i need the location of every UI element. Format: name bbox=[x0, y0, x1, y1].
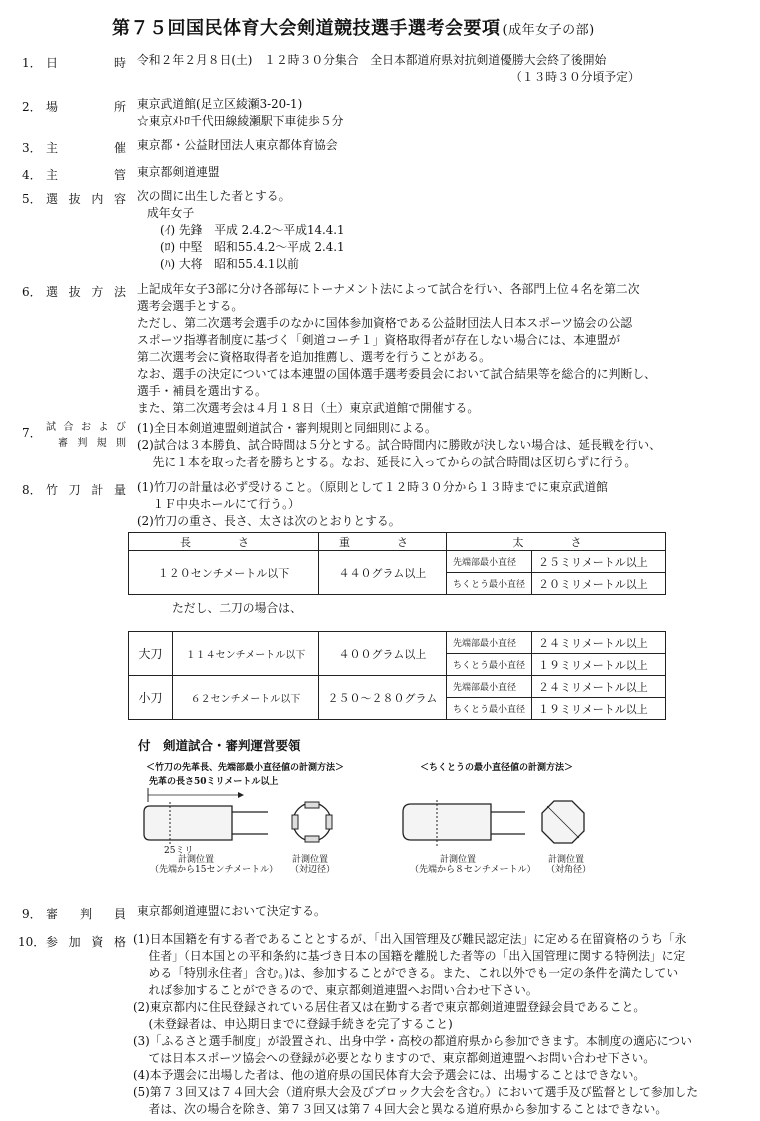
figure-1-side-label: 25ミリ bbox=[164, 846, 194, 856]
section-10-line-1: (1)日本国籍を有する者であることとするが、「出入国管理及び難民認定法」に定める在留資格のうち「永 bbox=[133, 932, 687, 946]
table-cell-value: ２４ミリメートル以上 bbox=[532, 676, 666, 698]
section-4-text: 東京都剣道連盟 bbox=[137, 165, 220, 179]
section-6-line-3: ただし、第二次選考会選手のなかに国体参加資格である公益財団法人日本スポーツ協会の公認 bbox=[137, 316, 632, 330]
section-7-line-1: (1)全日本剣道連盟剣道試合・審判規則と同細則による。 bbox=[137, 421, 437, 435]
table-cell-name: 大刀 bbox=[129, 632, 173, 676]
section-1-label: 日 時 bbox=[46, 56, 126, 70]
section-3-label: 主 催 bbox=[46, 141, 126, 155]
section-9-label: 審 判 員 bbox=[46, 907, 126, 921]
section-3-number: 3． bbox=[22, 141, 42, 155]
figure-2-caption-1b: （先端から８センチメートル） bbox=[410, 865, 536, 875]
section-9-text: 東京都剣道連盟において決定する。 bbox=[137, 904, 326, 918]
section-6-label: 選 抜 方 法 bbox=[46, 285, 126, 299]
section-7-line-3: 先に１本を取った者を勝ちとする。なお、延長に入ってからの試合時間は区切らずに行う。 bbox=[137, 455, 637, 469]
section-5-number: 5． bbox=[22, 192, 42, 206]
section-8-number: 8． bbox=[22, 483, 42, 497]
section-10-line-3: める「特別永住者」含む。)は、参加することができる。また、これ以外でも一定の条件を満たしてい bbox=[133, 966, 679, 980]
figure-1-caption-1a: 計測位置 bbox=[178, 855, 215, 865]
table-cell-value: １９ミリメートル以上 bbox=[532, 698, 666, 720]
document-title: 第７５回国民体育大会剣道競技選手選考会要項 (成年女子の部) bbox=[112, 18, 595, 39]
table-cell-key: ちくとう最小直径 bbox=[447, 698, 532, 720]
table-cell-key: 先端部最小直径 bbox=[447, 551, 532, 573]
cross-section-1 bbox=[292, 802, 332, 842]
section-8-line-1: (1)竹刀の計量は必ず受けること。（原則として１２時３０分から１３時までに東京武道館 bbox=[137, 480, 608, 494]
section-6-line-2: 選考会選手とする。 bbox=[137, 299, 244, 313]
appendix-heading: 付 剣道試合・審判運営要領 bbox=[138, 738, 301, 753]
section-10-line-6: (未登録者は、申込期日までに登録手続きを完了すること) bbox=[133, 1017, 453, 1031]
section-8-label: 竹 刀 計 量 bbox=[46, 483, 126, 497]
section-6-number: 6． bbox=[22, 285, 42, 299]
section-1-note: （１３時３０分頃予定） bbox=[510, 70, 640, 84]
table-cell-value: ２０ミリメートル以上 bbox=[532, 573, 666, 595]
section-9-number: 9． bbox=[22, 907, 42, 921]
section-6-line-7: 選手・補員を選出する。 bbox=[137, 384, 267, 398]
section-2-label: 場 所 bbox=[46, 100, 126, 114]
section-10-line-2: 住者」（日本国との平和条約に基づき日本の国籍を離脱した者等の「出入国管理に関する特例法」に定 bbox=[133, 949, 686, 963]
nitou-note: ただし、二刀の場合は、 bbox=[172, 601, 302, 615]
section-2-number: 2． bbox=[22, 100, 42, 114]
table-cell-key: 先端部最小直径 bbox=[447, 676, 532, 698]
section-10-line-4: れば参加することができるので、東京都剣道連盟へお問い合わせ下さい。 bbox=[133, 983, 538, 997]
figure-2-title: ＜ちくとうの最小直径値の計測方法＞ bbox=[420, 763, 574, 773]
section-8-line-2: １Ｆ中央ホールにて行う。） bbox=[137, 497, 300, 511]
figure-1-caption-2b: （対辺径） bbox=[290, 865, 336, 875]
section-4-label: 主 管 bbox=[46, 168, 126, 182]
figure-1-note: 先革の長さ50ミリメートル以上 bbox=[149, 777, 279, 787]
table-header-weight: 重 さ bbox=[319, 533, 447, 551]
table-cell-value: １９ミリメートル以上 bbox=[532, 654, 666, 676]
figure-2-caption-2a: 計測位置 bbox=[548, 855, 585, 865]
shinai-spec-table bbox=[128, 532, 666, 595]
nitou-spec-table bbox=[128, 631, 666, 720]
section-5-text: 次の間に出生した者とする。 bbox=[137, 189, 291, 203]
table-cell-length: ６２センチメートル以下 bbox=[173, 676, 319, 720]
section-2-access: ☆東京ﾒﾄﾛ千代田線綾瀬駅下車徒歩５分 bbox=[137, 114, 344, 128]
section-3-text: 東京都・公益財団法人東京都体育協会 bbox=[137, 138, 338, 152]
section-10-line-10: (5)第７３回又は７４回大会（道府県大会及びブロック大会を含む。）において選手及び監督として参加した bbox=[133, 1085, 699, 1099]
section-4-number: 4． bbox=[22, 168, 42, 182]
section-2-venue: 東京武道館(足立区綾瀬3-20-1) bbox=[137, 97, 303, 111]
table-cell-key: ちくとう最小直径 bbox=[447, 573, 532, 595]
table-cell-weight: ４４０グラム以上 bbox=[319, 551, 447, 595]
figure-1-caption-1b: （先端から15センチメートル） bbox=[150, 865, 279, 875]
table-cell-value: ２４ミリメートル以上 bbox=[532, 632, 666, 654]
section-6-line-8: また、第二次選考会は４月１８日（土）東京武道館で開催する。 bbox=[137, 401, 480, 415]
figure-2-caption-1a: 計測位置 bbox=[440, 855, 477, 865]
figure-2-caption-2b: （対角径） bbox=[546, 865, 592, 875]
table-cell-key: 先端部最小直径 bbox=[447, 632, 532, 654]
section-10-line-7: (3)「ふるさと選手制度」が設置され、出身中学・高校の都道府県から参加できます。本制度の適応につい bbox=[133, 1034, 692, 1048]
figure-2-drawing bbox=[395, 782, 635, 862]
cross-section-2 bbox=[542, 801, 584, 843]
section-10-line-9: (4)本予選会に出場した者は、他の道府県の国民体育大会予選会には、出場することはできない。 bbox=[133, 1068, 646, 1082]
dimension-arrow bbox=[238, 792, 244, 798]
table-cell-weight: ２５０～２８０グラム bbox=[319, 676, 447, 720]
table-cell-key: ちくとう最小直径 bbox=[447, 654, 532, 676]
table-header-thickness: 太 さ bbox=[447, 533, 666, 551]
table-header-length: 長 さ bbox=[129, 533, 319, 551]
section-10-line-8: ては日本スポーツ協会への登録が必要となりますので、東京都剣道連盟へお問い合わせ下さい。 bbox=[133, 1051, 656, 1065]
section-7-number: 7． bbox=[22, 426, 42, 440]
sakigawa-shape bbox=[144, 806, 232, 840]
table-cell-length: １１４センチメートル以下 bbox=[173, 632, 319, 676]
section-8-line-3: (2)竹刀の重さ、長さ、太さは次のとおりとする。 bbox=[137, 514, 401, 528]
section-1-number: 1． bbox=[22, 56, 42, 70]
figure-1-title: ＜竹刀の先革長、先端部最小直径値の計測方法＞ bbox=[146, 763, 345, 773]
table-cell-length: １２０センチメートル以下 bbox=[129, 551, 319, 595]
section-10-line-11: 者は、次の場合を除き、第７３回又は第７４回大会と異なる道府県から参加することはできない。 bbox=[133, 1102, 668, 1116]
section-7-line-2: (2)試合は３本勝負、試合時間は５分とする。試合時間内に勝敗が決しない場合は、延長戦を行い、 bbox=[137, 438, 661, 452]
section-7-label: 試 合 お よ び 審 判 規 則 bbox=[46, 422, 126, 449]
section-5-category: 成年女子 bbox=[147, 206, 195, 220]
section-6-line-1: 上記成年女子3部に分け各部毎にトーナメント法によって試合を行い、各部門上位４名を第二次 bbox=[137, 282, 640, 296]
section-5-label: 選 抜 内 容 bbox=[46, 192, 126, 206]
chikutou-shape bbox=[403, 804, 491, 840]
section-5-item-2: (ﾛ) 中堅 昭和55.4.2～平成 2.4.1 bbox=[160, 240, 345, 254]
table-cell-name: 小刀 bbox=[129, 676, 173, 720]
section-1-text: 令和２年２月８日(土) １２時３０分集合 全日本都道府県対抗剣道優勝大会終了後開始 bbox=[137, 53, 607, 67]
figure-1-caption-2a: 計測位置 bbox=[292, 855, 329, 865]
section-6-line-5: 第二次選考会に資格取得者を追加推薦し、選考を行うことがある。 bbox=[137, 350, 491, 364]
table-cell-value: ２５ミリメートル以上 bbox=[532, 551, 666, 573]
section-6-line-4: スポーツ指導者制度に基づく「剣道コーチ１」資格取得者が存在しない場合には、本連盟が bbox=[137, 333, 621, 347]
section-5-item-3: (ﾊ) 大将 昭和55.4.1以前 bbox=[160, 257, 299, 271]
section-5-item-1: (ｲ) 先鋒 平成 2.4.2～平成14.4.1 bbox=[160, 223, 345, 237]
section-10-line-5: (2)東京都内に住民登録されている居住者又は在勤する者で東京都剣道連盟登録会員であること。 bbox=[133, 1000, 646, 1014]
title-subtitle: (成年女子の部) bbox=[502, 23, 595, 38]
section-10-label: 参 加 資 格 bbox=[46, 935, 126, 949]
section-10-number: 10． bbox=[18, 935, 46, 949]
section-6-line-6: なお、選手の決定については本連盟の国体選手選考委員会において試合結果等を総合的に判断し、 bbox=[137, 367, 656, 381]
table-cell-weight: ４００グラム以上 bbox=[319, 632, 447, 676]
